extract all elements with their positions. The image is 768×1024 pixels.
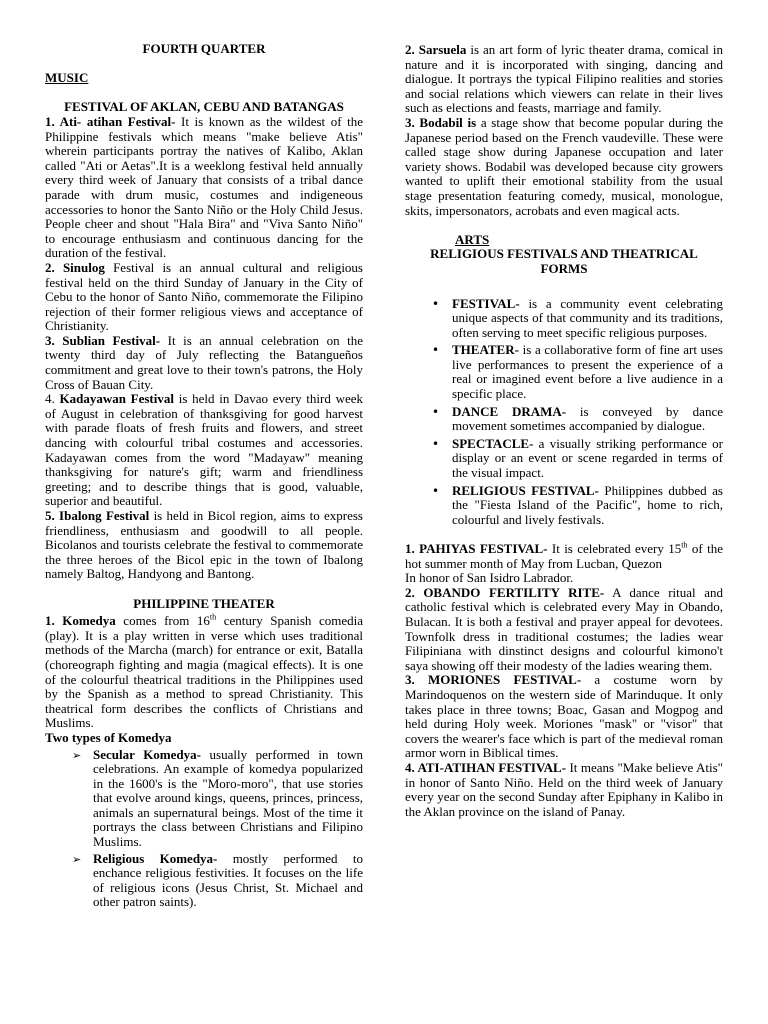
komedya-type-name: Religious Komedya- (93, 850, 218, 866)
festival-description: Festival is an annual cultural and religious festival held on the third Sunday of January in the City of Cebu to the honor of Santo Niño, commemorate the Filipino rejection of their former religious views and acceptance of Christianity. (45, 259, 363, 334)
festival-name: Kadayawan Festival (59, 391, 174, 407)
ordinal-suffix: th (681, 540, 688, 550)
religious-festival-description: a costume worn by Marindoquenos on the western side of Marinduque. It only takes place in three towns; Boac, Gasan and Mogpog and held during Holy week. Moriones "mask" or "visor" that covers the wearer's face which is part of the medieval roman armor worn in Biblical times. (405, 672, 724, 761)
religious-festival-item (405, 761, 723, 819)
dot-bullet-icon (432, 405, 439, 420)
festival-description: is held in Bicol region, aims to express friendliness, enthusiasm and goodwill to all people. Bicolanos and tourists celebrate the festival to commemorate the three heroes of the Bicol epic in the town of Ibalong namely Baltog, Handyong and Bantong. (45, 508, 363, 582)
komedya-types-heading: Two types of Komedya (45, 729, 172, 745)
definition-text: Philippines dubbed as the "Fiesta Island of the Pacific", home to rich, colourful and lively festivals. (452, 482, 723, 527)
theater-item (405, 43, 723, 116)
festival-description: It is an annual celebration on the twenty third day of July reflecting the Batangueños commitment and great love to their town's patrons, the Holy Cross of Bauan City. (45, 332, 363, 392)
komedya-type-item (45, 852, 363, 910)
definition-term: FESTIVAL- (452, 295, 520, 311)
dot-bullet-icon (432, 484, 439, 499)
theater-term: 3. Bodabil is (405, 114, 477, 130)
religious-festival-item (405, 673, 723, 761)
religious-festival-description: It means "Make believe Atis" in honor of Santo Niño. Held on the third week of January every year on the second Sunday after Epiphany in Kalibo in the Aklan province on the island of Panay. (405, 759, 723, 819)
theater-description: is an art form of lyric theater drama, comical in nature and it is incorporated with singing, dancing and dialogue. It portrays the typical Filipino realities and stories and social relations which viewers can relate in their lives such as elections and feasts, marriage and family. (405, 42, 723, 116)
festival-item (45, 115, 363, 261)
definition-term: SPECTACLE- (452, 435, 534, 451)
religious-festival-name: 3. MORIONES FESTIVAL- (405, 672, 582, 688)
theater-heading: PHILIPPINE THEATER (133, 595, 275, 611)
dot-bullet-icon (432, 297, 439, 312)
definition-term: DANCE DRAMA- (452, 403, 567, 419)
religious-festival-item (405, 542, 723, 586)
theater-term: 2. Sarsuela (405, 42, 467, 57)
komedya-type-name: Secular Komedya- (93, 746, 201, 762)
arrow-bullet-icon (72, 852, 81, 868)
definition-item (405, 343, 723, 401)
definition-term: THEATER- (452, 342, 519, 358)
right-column (405, 43, 723, 819)
dot-bullet-icon (432, 343, 439, 358)
religious-festival-name: 2. OBANDO FERTILITY RITE- (405, 584, 605, 600)
festival-description: is held in Davao every third week of August in celebration of thanksgiving for good harvest with parade floats of fresh fruits and flowers, and street dancing with colourful tribal costumes and accessories. Kadayawan comes from the word "Madayaw" meaning thanksgiving for nature's gift; warm and friendliness greeting; and to describe things that is good, valuable, superior and beautiful. (45, 391, 363, 509)
religious-festival-item (405, 586, 723, 674)
definition-text: is conveyed by dance movement sometimes accompanied by dialogue. (452, 403, 723, 434)
komedya-text-continued: century Spanish comedia (play). It is a play written in verse which uses traditional methods of the Marcha (march) for entrance or exit, Batalla (choreograph fighting and magia (magical effects). It is one of the colourful theatrical traditions in the Philippines used by the Spanish as a method to spread Christianity. This theatrical form describes the conflicts of Christians and Muslims. (45, 613, 363, 731)
festival-name: 3. Sublian Festival- (45, 332, 161, 348)
definition-text: is a collaborative form of fine art uses live performances to present the experience of a real or imagined event before a live audience in a specific place. (452, 342, 723, 402)
festivals-heading: FESTIVAL OF AKLAN, CEBU AND BATANGAS (64, 99, 344, 115)
komedya-term: 1. Komedya (45, 613, 116, 629)
definition-term: RELIGIOUS FESTIVAL- (452, 482, 599, 498)
theater-item (405, 116, 723, 218)
definition-item (405, 437, 723, 481)
left-column (45, 42, 363, 910)
arrow-bullet-icon (72, 748, 81, 764)
festival-name: 2. Sinulog (45, 259, 105, 275)
music-heading: MUSIC (45, 70, 89, 86)
komedya-type-description: mostly performed to enchance religious festivities. It focuses on the life of religious icons (Jesus Christ, St. Michael and other patron saints). (93, 850, 363, 910)
theater-description: a stage show that become popular during the Japanese period based on the French vaudeville. These were called stage show during Japanese occupation and later variety shows. Bodabil was developed because city growers wanted to uplift their emotional stability from the usual stage presentation featuring comedy, musical, monologue, skits, impersonators, acrobats and even magical acts. (405, 114, 723, 218)
ordinal-suffix: th (209, 612, 217, 622)
religious-festival-description-continued: of the hot summer month of May from Lucban, Quezon (405, 541, 723, 571)
dot-bullet-icon (432, 437, 439, 452)
religious-festival-name: 4. ATI-ATIHAN FESTIVAL- (405, 759, 567, 775)
religious-festival-description: A dance ritual and catholic festival which is celebrated every May in Obando, Bulacan. It is both a festival and prayer appeal for devotees. Townfolk dress in traditional costumes; the ladies wear Filipiniana with dinstinct designs and colourful kimono't saya showing off their modesty of the ladies wearing them. (405, 584, 723, 673)
festival-item (45, 392, 363, 509)
definition-item (405, 484, 723, 528)
komedya-type-item (45, 748, 363, 850)
festival-item (45, 334, 363, 392)
quarter-title: FOURTH QUARTER (142, 41, 266, 56)
festival-name: 5. Ibalong Festival (45, 508, 150, 523)
festival-name: 1. Ati- atihan Festival- (45, 113, 176, 129)
religious-forms-heading: RELIGIOUS FESTIVALS AND THEATRICAL FORMS (430, 246, 698, 276)
festival-item (45, 509, 363, 582)
definition-text: a visually striking performance or display or an event or scene regarded in terms of the visual impact. (452, 435, 723, 481)
komedya-paragraph (45, 614, 363, 731)
festival-number: 4. (45, 391, 60, 407)
definition-item (405, 405, 723, 434)
definition-item (405, 297, 723, 341)
definition-text: is a community event celebrating unique aspects of that community and its traditions, often serving to meet specific religious purposes. (452, 295, 723, 340)
religious-festival-description: It is celebrated every 15 (547, 541, 682, 556)
arts-heading: ARTS (455, 231, 490, 247)
festival-description: It is known as the wildest of the Philippine festivals which means "make believe Atis" wherein participants portray the natives of Kalibo, Aklan called "Ati or Aetas".It is a weeklong festival held annually every third week of January that consists of a tribal dance parade with drum music, costumes and indigeneous accessories to honor the Santo Niño or the Holy Child Jesus. People cheer and shout "Hala Bira" and "Viva Santo Niño" to encourage enthusiasm and continuous dancing for the duration of the festival. (45, 113, 363, 261)
komedya-type-description: usually performed in town celebrations. An example of komedya popularized in the 1600's is the "Moro-moro", that use stories that evolve around kings, queens, princes, princess, animals an supernatural beings. Most of the time it portrays the class between Christians and Filipino Muslims. (93, 746, 364, 850)
religious-festival-description-line: In honor of San Isidro Labrador. (405, 570, 574, 586)
komedya-text: comes from 16 (115, 613, 210, 629)
religious-festival-name: 1. PAHIYAS FESTIVAL- (405, 541, 548, 556)
festival-item (45, 261, 363, 334)
